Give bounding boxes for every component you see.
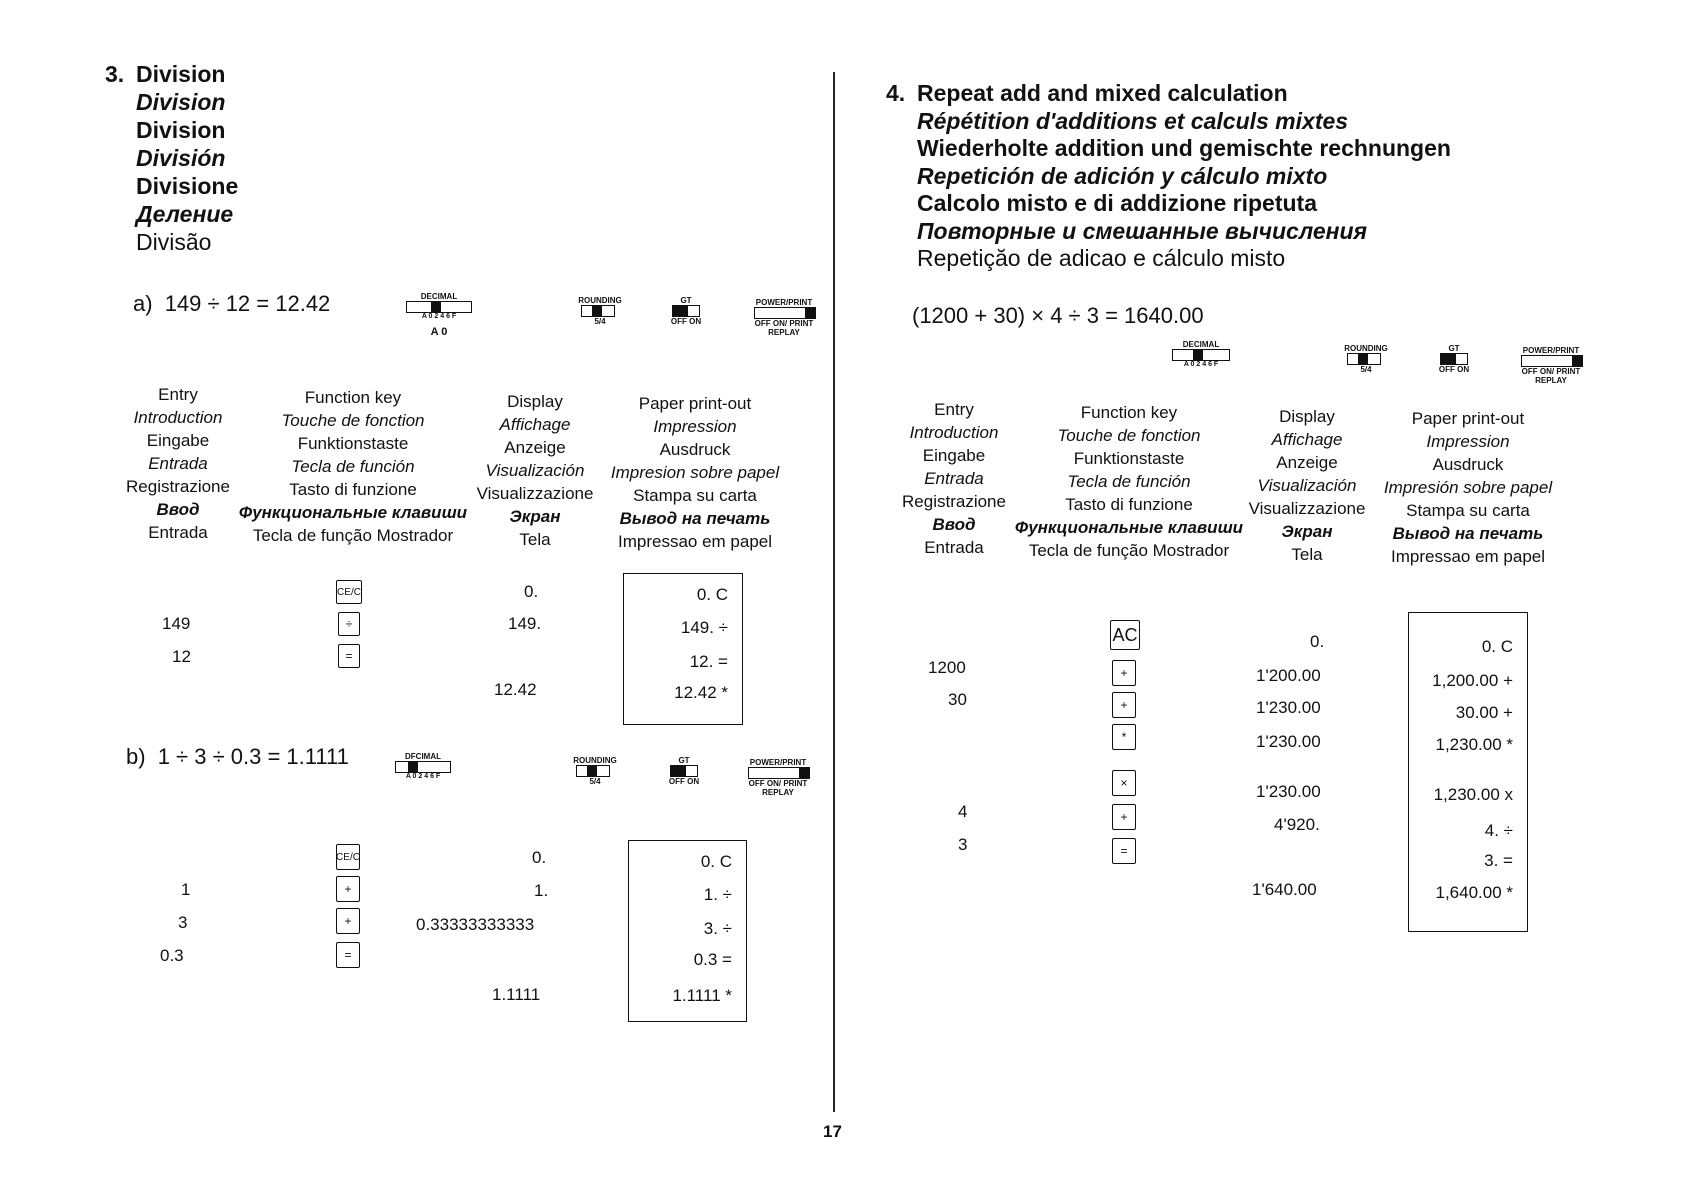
- entry-value: 1200: [928, 658, 966, 677]
- display-value: 1'230.00: [1256, 732, 1321, 751]
- header-function-key: Function key Touche de fonction Funktionstaste Tecla de función Tasto di funzione Функциональные клавиши Tecla de função Mostrador: [1014, 403, 1244, 560]
- entry-value: 3: [178, 913, 188, 932]
- plus-key: +: [336, 876, 360, 902]
- display-value: 0.: [524, 582, 539, 601]
- section-4-title: [886, 80, 1451, 273]
- print-line: 0. C: [696, 585, 728, 604]
- entry-value: 30: [948, 690, 967, 709]
- example-a-equation: [133, 291, 330, 317]
- paper-tape-a: [623, 573, 743, 725]
- entry-value: 4: [958, 802, 968, 821]
- decimal-switch: DFCIMAL A 0 2 4 6 F: [393, 752, 453, 780]
- section-3-title: [105, 60, 238, 256]
- section-4-number: 4.: [886, 80, 906, 106]
- title-fr: Répétition d'additions et calculs mixtes: [917, 107, 1349, 134]
- display-value: 0.33333333333: [416, 915, 535, 934]
- header-print: Paper print-out Impression Ausdruck Impresión sobre papel Stampa su carta Вывод на печать Impressao em papel: [1383, 409, 1553, 566]
- title-de: Division: [136, 117, 226, 143]
- title-es: Repetición de adición y cálculo mixto: [917, 162, 1328, 189]
- print-line: 12.42 *: [674, 683, 728, 702]
- print-line: 30.00 +: [1455, 703, 1513, 722]
- print-line: 1.1111 *: [672, 986, 732, 1005]
- header-display: Display Affichage Anzeige Visualización Visualizzazione Экран Tela: [1248, 407, 1366, 564]
- display-value: 4'920.: [1274, 815, 1320, 834]
- gt-switch: GT OFF ON: [670, 296, 702, 326]
- rounding-switch: ROUNDING 5/4: [1344, 344, 1388, 374]
- example-b-formula: 1 ÷ 3 ÷ 0.3 = 1.1111: [157, 744, 349, 769]
- header-entry: Entry Introduction Eingabe Entrada Registrazione Ввод Entrada: [126, 385, 230, 542]
- entry-value: 3: [958, 835, 968, 854]
- title-ru: Деление: [136, 201, 234, 227]
- display-value: 0.: [1310, 632, 1325, 651]
- entry-value: 0.3: [160, 946, 184, 965]
- rounding-switch: ROUNDING 5/4: [573, 756, 617, 786]
- display-value: 1.1111: [492, 985, 541, 1004]
- gt-switch: GT OFF ON: [1438, 344, 1470, 374]
- example-a-formula: 149 ÷ 12 = 12.42: [164, 291, 331, 316]
- title-pt: Divisão: [136, 229, 212, 255]
- ac-key: AC: [1110, 620, 1140, 650]
- plus-key: +: [1112, 692, 1136, 718]
- page-divider: [833, 72, 835, 1112]
- display-value: 0.: [532, 848, 547, 867]
- paper-tape-b: [628, 840, 747, 1022]
- print-line: 1,200.00 +: [1432, 671, 1513, 690]
- print-line: 149. ÷: [680, 618, 728, 637]
- title-ru: Повторные и смешанные вычисления: [917, 217, 1368, 244]
- display-value: 1.: [534, 881, 549, 900]
- print-line: 12. =: [689, 652, 728, 671]
- equals-key: =: [1112, 838, 1136, 864]
- print-line: 1. ÷: [703, 885, 732, 904]
- header-entry: Entry Introduction Eingabe Entrada Registrazione Ввод Entrada: [902, 400, 1006, 557]
- example-b-label: b): [126, 744, 146, 769]
- title-pt: Repetiçăo de adicao e cálculo misto: [917, 245, 1286, 271]
- decimal-setting: A 0: [430, 326, 448, 338]
- section-3-number: 3.: [105, 61, 125, 87]
- paper-tape-4: [1408, 612, 1528, 932]
- title-fr: Division: [136, 89, 226, 115]
- header-function-key: Function key Touche de fonction Funktionstaste Tecla de función Tasto di funzione Функциональные клавиши Tecla de função Mostrador: [238, 388, 468, 545]
- plus-key: +: [336, 908, 360, 934]
- print-line: 3. =: [1484, 851, 1513, 870]
- divide-key: ÷: [338, 612, 360, 636]
- section-4-equation: (1200 + 30) × 4 ÷ 3 = 1640.00: [912, 303, 1204, 328]
- print-line: 1,230.00 x: [1433, 785, 1513, 804]
- multiply-key: ×: [1112, 770, 1136, 796]
- title-en: Division: [136, 61, 226, 87]
- print-line: 1,640.00 *: [1435, 883, 1513, 902]
- example-b-equation: [126, 744, 349, 770]
- power-print-switch: POWER/PRINT OFF ON/ PRINT REPLAY: [1513, 346, 1589, 385]
- equals-key: =: [338, 644, 360, 668]
- title-it: Calcolo misto e di addizione ripetuta: [917, 190, 1317, 216]
- print-line: 1,230.00 *: [1435, 735, 1513, 754]
- display-value: 1'230.00: [1256, 782, 1321, 801]
- multiply-equals-key: *: [1112, 724, 1136, 750]
- display-value: 1'640.00: [1252, 880, 1317, 899]
- display-value: 1'230.00: [1256, 698, 1321, 717]
- entry-value: 149: [162, 614, 191, 633]
- print-line: 0.3 =: [693, 950, 732, 969]
- plus-key: +: [1112, 804, 1136, 830]
- title-en: Repeat add and mixed calculation: [917, 80, 1288, 106]
- header-display: Display Affichage Anzeige Visualización Visualizzazione Экран Tela: [476, 392, 594, 549]
- power-print-switch: POWER/PRINT OFF ON/ PRINT REPLAY: [746, 298, 822, 337]
- title-de: Wiederholte addition und gemischte rechnungen: [917, 135, 1451, 161]
- entry-value: 1: [181, 880, 191, 899]
- power-print-switch: POWER/PRINT OFF ON/ PRINT REPLAY: [740, 758, 816, 797]
- entry-value: 12: [172, 647, 191, 666]
- print-line: 4. ÷: [1484, 821, 1513, 840]
- decimal-switch: DECIMAL A 0 2 4 6 F A 0: [406, 292, 472, 338]
- print-line: 0. C: [700, 852, 732, 871]
- display-value: 149.: [508, 614, 542, 633]
- display-value: 1'200.00: [1256, 666, 1321, 685]
- equals-key: =: [336, 942, 360, 968]
- rounding-switch: ROUNDING 5/4: [578, 296, 622, 326]
- print-line: 3. ÷: [703, 919, 732, 938]
- header-print: Paper print-out Impression Ausdruck Impresion sobre papel Stampa su carta Вывод на печать Impressao em papel: [610, 394, 780, 551]
- example-a-label: a): [133, 291, 153, 316]
- display-value: 12.42: [494, 680, 537, 699]
- plus-key: +: [1112, 660, 1136, 686]
- gt-switch: GT OFF ON: [668, 756, 700, 786]
- title-es: División: [136, 145, 226, 171]
- decimal-switch: DECIMAL A 0 2 4 6 F: [1170, 340, 1232, 368]
- print-line: 0. C: [1481, 637, 1513, 656]
- ce-c-key: CE/C: [336, 844, 360, 870]
- page-number: 17: [823, 1122, 842, 1141]
- ce-c-key: CE/C: [336, 580, 362, 604]
- title-it: Divisione: [136, 173, 239, 199]
